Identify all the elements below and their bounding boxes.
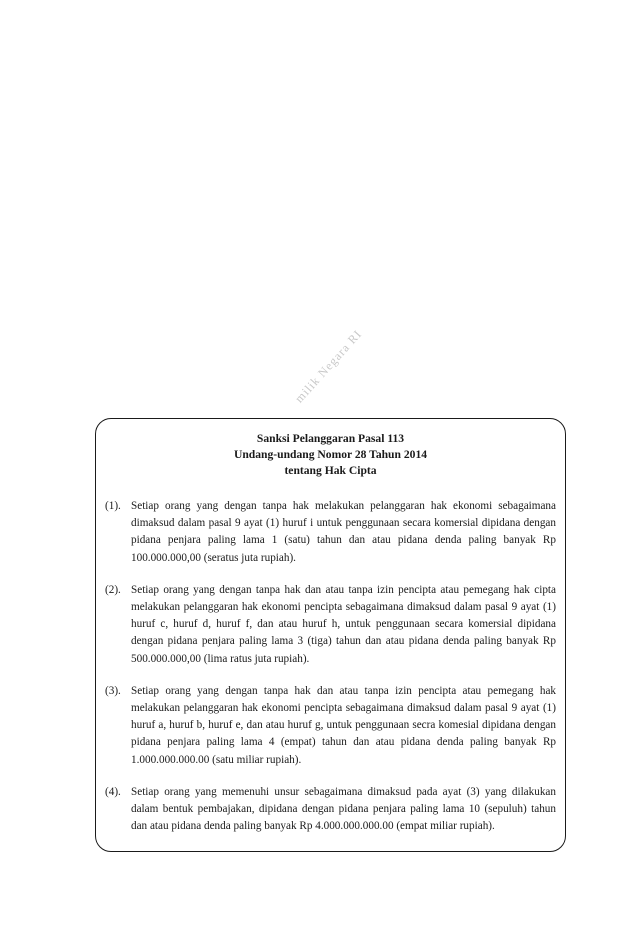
box-heading — [105, 431, 556, 479]
item-text: Setiap orang yang memenuhi unsur sebagaimana dimaksud pada ayat (3) yang dilakukan dalam bentuk pembajakan, dipidana dengan pidana penjara paling lama 10 (sepuluh) tahun dan atau pidana denda paling banyak Rp 4.000.000.000.00 (empat miliar rupiah). — [131, 785, 556, 833]
sanctions-box — [95, 418, 566, 852]
heading-line-2: Undang-undang Nomor 28 Tahun 2014 — [233, 448, 428, 461]
item-text: Setiap orang yang dengan tanpa hak melakukan pelanggaran hak ekonomi sebagaimana dimaksud dalam pasal 9 ayat (1) huruf i untuk penggunaan secara komersial dipidana dengan pidana penjara paling lama 1 (satu) tahun dan atau pidana denda paling banyak Rp 100.000.000,00 (seratus juta rupiah). — [131, 500, 556, 564]
item-number: (2). — [105, 583, 121, 596]
sanction-item-2 — [105, 582, 556, 668]
sanction-item-1 — [105, 498, 556, 567]
item-text: Setiap orang yang dengan tanpa hak dan atau tanpa izin pencipta atau pemegang hak cipta melakukan pelanggaran hak ekonomi pencipta sebagaimana dimaksud dalam pasal 9 ayat (1) huruf c, huruf d, huruf f, dan atau huruf h, untuk penggunaan secara komersial dipidana dengan pidana penjara paling lama 3 (tiga) tahun dan atau pidana denda paling banyak Rp 500.000.000,00 (lima ratus juta rupiah). — [131, 583, 556, 665]
sanction-item-4 — [105, 784, 556, 836]
sanction-item-3 — [105, 683, 556, 769]
heading-line-3: tentang Hak Cipta — [284, 464, 377, 477]
watermark-text: milik Negara RI — [292, 326, 365, 406]
item-number: (3). — [105, 684, 121, 697]
item-number: (4). — [105, 785, 121, 798]
item-text: Setiap orang yang dengan tanpa hak dan atau tanpa izin pencipta atau pemegang hak melakukan pelanggaran hak ekonomi pencipta sebagaimana dimaksud dalam pasal 9 ayat (1) huruf a, huruf b, huruf e, dan atau huruf g, untuk penggunaan secra komesial dipidana dengan pidana penjara paling lama 4 (empat) tahun dan atau pidana denda paling banyak Rp 1.000.000.000.00 (satu miliar rupiah). — [131, 684, 556, 766]
heading-line-1: Sanksi Pelanggaran Pasal 113 — [256, 432, 405, 445]
item-number: (1). — [105, 500, 121, 512]
